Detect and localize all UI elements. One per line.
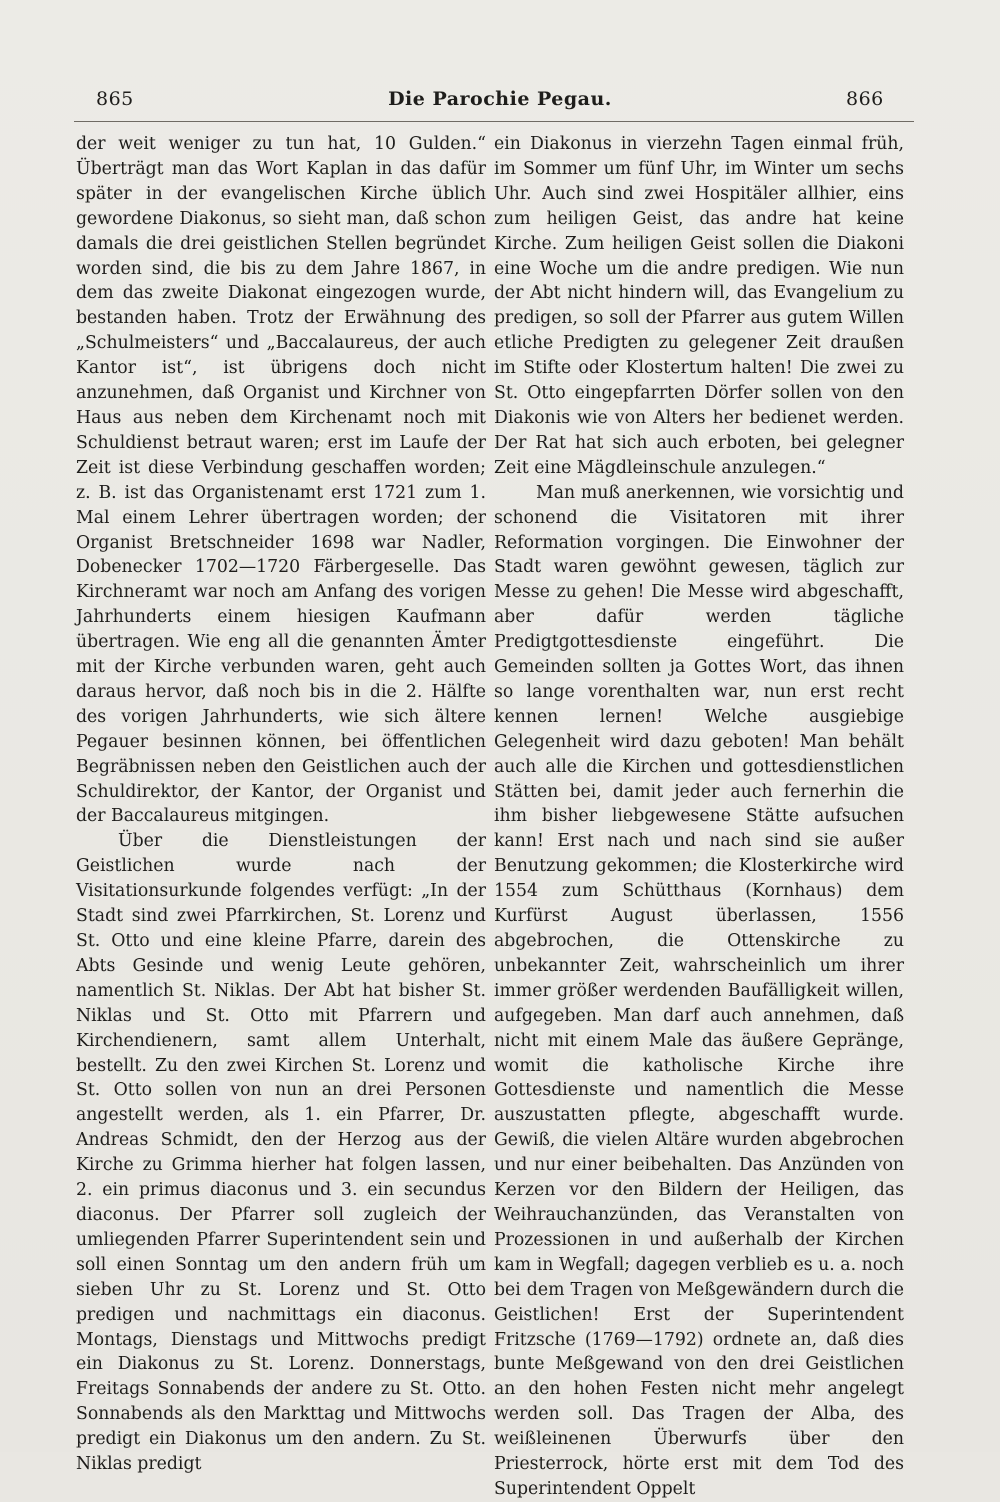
right-column (494, 132, 904, 1502)
left-page-number: 865 (96, 88, 134, 110)
paragraph: Über die Dienstleistungen der Geistlichen wurde nach der Visitationsurkunde folgendes verfügt: „In der Stadt sind zwei Pfarrkirchen, St. Lorenz und St. Otto und eine kleine Pfarre, darein des Abts Gesinde und wenig Leute gehören, namentlich St. Niklas. Der Abt hat bisher St. Niklas und St. Otto mit Pfarrern und Kirchendienern, samt allem Unterhalt, bestellt. Zu den zwei Kirchen St. Lorenz und St. Otto sollen von nun an drei Personen angestellt werden, als 1. ein Pfarrer, Dr. Andreas Schmidt, den der Herzog aus der Kirche zu Grimma hierher hat folgen lassen, 2. ein primus diaconus und 3. ein secundus diaconus. Der Pfarrer soll zugleich der umliegenden Pfarrer Superintendent sein und soll einen Sonntag um den andern früh um sieben Uhr zu St. Lorenz und St. Otto predigen und nachmittags ein diaconus. Montags, Dienstags und Mittwochs predigt ein Diakonus zu St. Lorenz. Donnerstags, Freitags Sonnabends der andere zu St. Otto. Sonnabends als den Markttag und Mittwochs predigt ein Diakonus um den andern. Zu St. Niklas predigt (76, 831, 486, 1475)
header-rule (74, 121, 914, 122)
left-column (76, 132, 486, 1477)
paragraph: Man muß anerkennen, wie vorsichtig und schonend die Visitatoren mit ihrer Reformation vorgingen. Die Einwohner der Stadt waren gewöhnt gewesen, täglich zur Messe zu gehen! Die Messe wird abgeschafft, aber dafür werden tägliche Predigtgottesdienste eingeführt. Die Gemeinden sollten ja Gottes Wort, das ihnen so lange vorenthalten war, nun erst recht kennen lernen! Welche ausgiebige Gelegenheit wird dazu geboten! Man behält auch alle die Kirchen und gottesdienstlichen Stätten bei, damit jeder auch fernerhin die ihm bisher liebgewesene Stätte aufsuchen kann! Erst nach und nach sind sie außer Benutzung gekommen; die Klosterkirche wird 1554 zum Schütthaus (Kornhaus) dem Kurfürst August überlassen, 1556 abgebrochen, die Ottenskirche zu unbekannter Zeit, wahrscheinlich um ihrer immer größer werdenden Baufälligkeit willen, aufgegeben. Man darf auch annehmen, daß nicht mit einem Male das äußere Gepränge, womit die katholische Kirche ihre Gottesdienste und namentlich die Messe auszustatten pflegte, abgeschafft wurde. Gewiß, die vielen Altäre wurden abgebrochen und nur einer beibehalten. Das Anzünden von Kerzen vor den Bildern der Heiligen, das Weihrauchanzünden, das Veranstalten von Prozessionen in und außerhalb der Kirchen kam in Wegfall; dagegen verblieb es u. a. noch bei dem Tragen von Meßgewändern durch die Geistlichen! Erst der Superintendent Fritzsche (1769—1792) ordnete an, daß dies bunte Meßgewand von den drei Geistlichen an den hohen Festen nicht mehr angelegt werden soll. Das Tragen der Alba, des weißleinenen Überwurfs über den Priesterrock, hörte erst mit dem Tod des Superintendent Oppelt (494, 482, 904, 1499)
paragraph: ein Diakonus in vierzehn Tagen einmal früh, im Sommer um fünf Uhr, im Winter um sechs Uhr. Auch sind zwei Hospitäler allhier, eins zum heiligen Geist, das andre hat keine Kirche. Zum heiligen Geist sollen die Diakoni eine Woche um die andre predigen. Wie nun der Abt nicht hindern will, das Evangelium zu predigen, so soll der Pfarrer aus gutem Willen etliche Predigten zu gelegener Zeit draußen im Stifte oder Klostertum halten! Die zwei zu St. Otto eingepfarrten Dörfer sollen von den Diakonis wie von Alters her bedienet werden. Der Rat hat sich auch erboten, bei gelegner Zeit eine Mägdleinschule anzulegen.“ (494, 134, 904, 478)
right-page-number: 866 (846, 88, 884, 110)
running-title: Die Parochie Pegau. (388, 88, 612, 110)
paragraph: der weit weniger zu tun hat, 10 Gulden.“ Überträgt man das Wort Kaplan in das dafür später in der evangelischen Kirche üblich gewordene Diakonus, so sieht man, daß schon damals die drei geistlichen Stellen begründet worden sind, die bis zu dem Jahre 1867, in dem das zweite Diakonat eingezogen wurde, bestanden haben. Trotz der Erwähnung des „Schulmeisters“ und „Baccalaureus, der auch Kantor ist“, ist übrigens doch nicht anzunehmen, daß Organist und Kirchner von Haus aus neben dem Kirchenamt noch mit Schuldienst betraut waren; erst im Laufe der Zeit ist diese Verbindung geschaffen worden; z. B. ist das Organistenamt erst 1721 zum 1. Mal einem Lehrer übertragen worden; der Organist Bretschneider 1698 war Nadler, Dobenecker 1702—1720 Färbergeselle. Das Kirchneramt war noch am Anfang des vorigen Jahrhunderts einem hiesigen Kaufmann übertragen. Wie eng all die genannten Ämter mit der Kirche verbunden waren, geht auch daraus hervor, daß noch bis in die 2. Hälfte des vorigen Jahrhunderts, wie sich ältere Pegauer besinnen können, bei öffentlichen Begräbnissen neben den Geistlichen auch der Schuldirektor, der Kantor, der Organist und der Baccalaureus mitgingen. (76, 134, 486, 827)
